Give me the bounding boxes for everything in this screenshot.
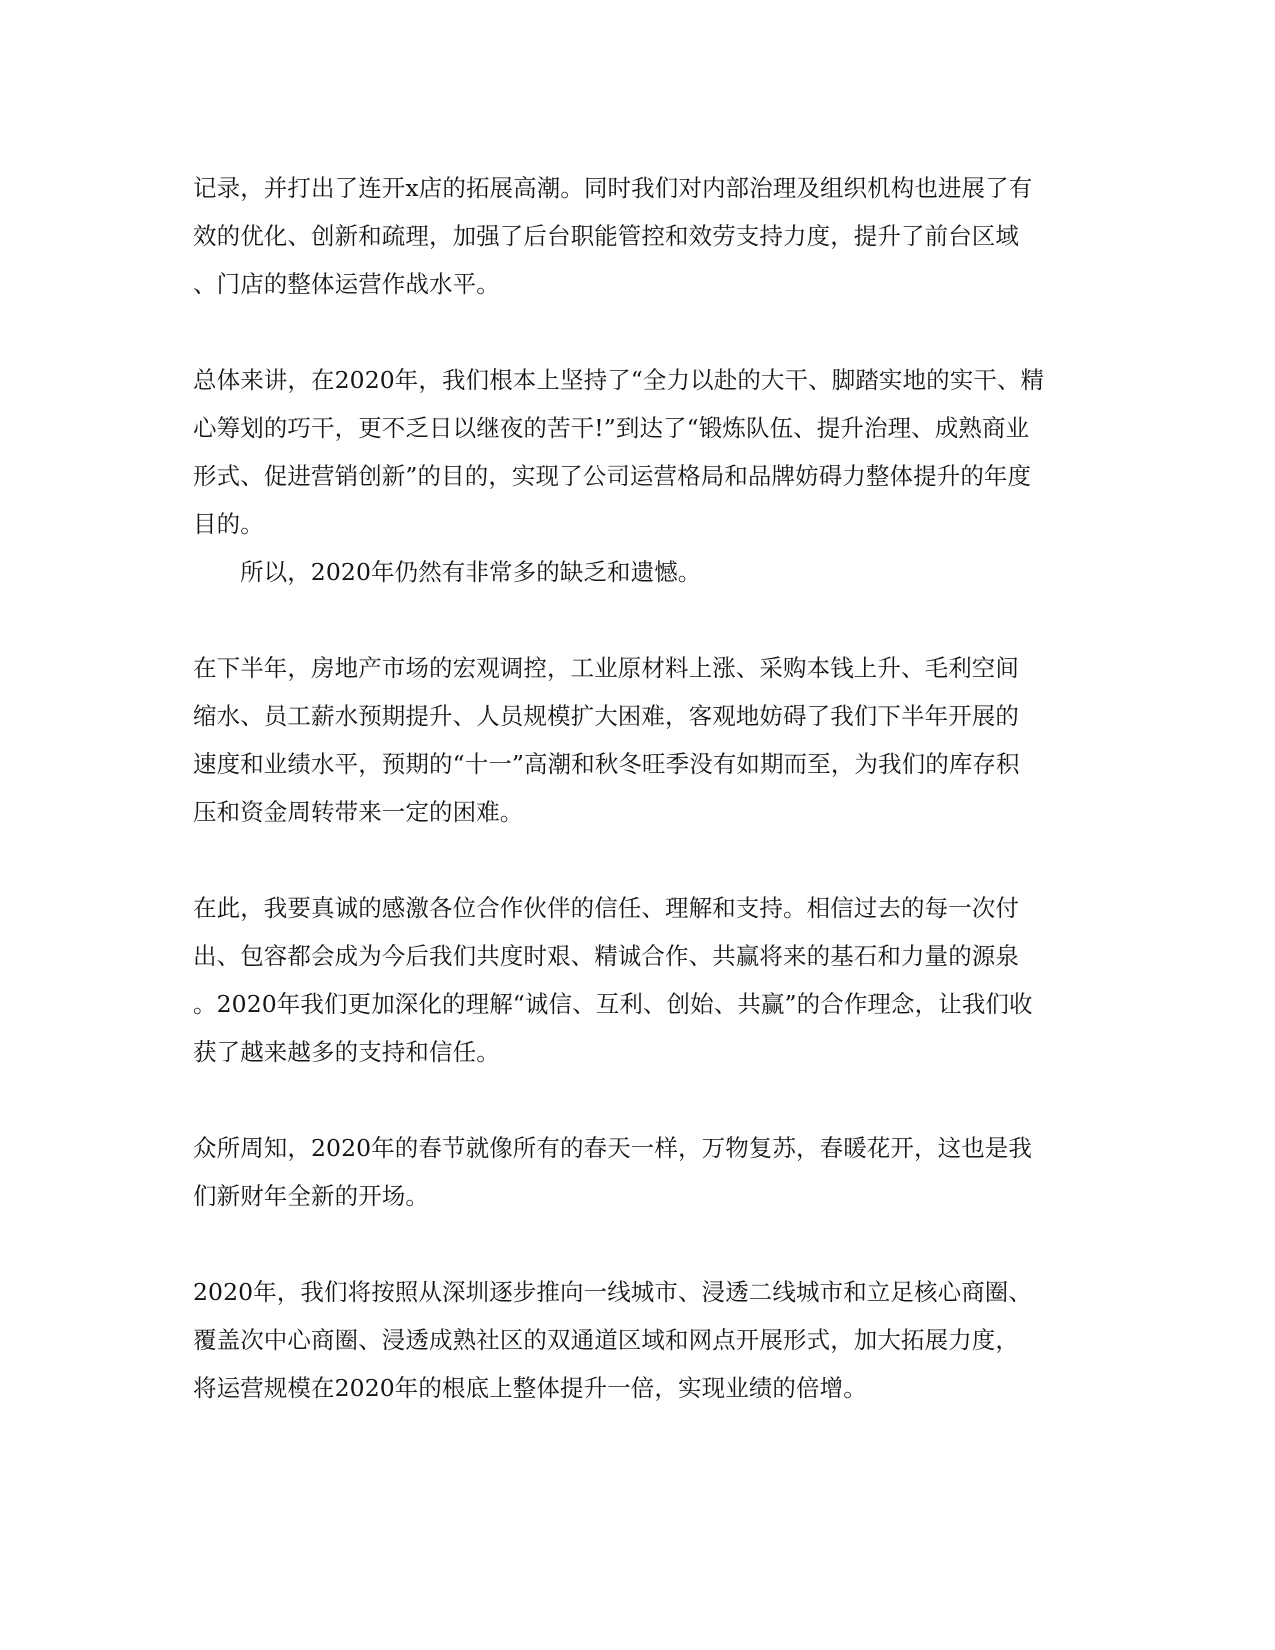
text-line: 所以，2020年仍然有非常多的缺乏和遗憾。	[240, 558, 702, 586]
paragraph-5	[193, 884, 1083, 1076]
text-line: 目的。	[193, 510, 264, 538]
text-line: 效的优化、创新和疏理，加强了后台职能管控和效劳支持力度，提升了前台区域	[193, 222, 1019, 250]
text-line: 众所周知，2020年的春节就像所有的春天一样，万物复苏，春暖花开，这也是我	[193, 1134, 1033, 1162]
text-line: 们新财年全新的开场。	[193, 1182, 429, 1210]
text-line: 形式、促进营销创新”的目的，实现了公司运营格局和品牌妨碍力整体提升的年度	[193, 462, 1032, 490]
paragraph-spacer	[193, 596, 1083, 644]
paragraph-2	[193, 356, 1083, 548]
paragraph-spacer	[193, 1220, 1083, 1268]
text-line: 心筹划的巧干，更不乏日以继夜的苦干!”到达了“锻炼队伍、提升治理、成熟商业	[193, 414, 1030, 442]
text-line: 总体来讲，在2020年，我们根本上坚持了“全力以赴的大干、脚踏实地的实干、精	[193, 366, 1045, 394]
text-line: 。2020年我们更加深化的理解“诚信、互利、创始、共赢”的合作理念，让我们收	[193, 990, 1033, 1018]
text-line: 压和资金周转带来一定的困难。	[193, 798, 524, 826]
text-line: 获了越来越多的支持和信任。	[193, 1038, 500, 1066]
text-line: 在此，我要真诚的感激各位合作伙伴的信任、理解和支持。相信过去的每一次付	[193, 894, 1019, 922]
paragraph-6	[193, 1124, 1083, 1220]
text-line: 2020年，我们将按照从深圳逐步推向一线城市、浸透二线城市和立足核心商圈、	[193, 1278, 1033, 1306]
text-line: 将运营规模在2020年的根底上整体提升一倍，实现业绩的倍增。	[193, 1374, 867, 1402]
paragraph-spacer	[193, 836, 1083, 884]
paragraph-3	[193, 548, 1083, 596]
paragraph-spacer	[193, 1076, 1083, 1124]
text-line: 在下半年，房地产市场的宏观调控，工业原材料上涨、采购本钱上升、毛利空间	[193, 654, 1019, 682]
text-line: 、门店的整体运营作战水平。	[193, 270, 500, 298]
paragraph-7	[193, 1268, 1083, 1412]
document-body	[193, 164, 1083, 1412]
paragraph-4	[193, 644, 1083, 836]
paragraph-spacer	[193, 308, 1083, 356]
text-line: 出、包容都会成为今后我们共度时艰、精诚合作、共赢将来的基石和力量的源泉	[193, 942, 1019, 970]
paragraph-1	[193, 164, 1083, 308]
text-line: 记录，并打出了连开x店的拓展高潮。同时我们对内部治理及组织机构也进展了有	[193, 174, 1033, 202]
text-line: 速度和业绩水平，预期的“十一”高潮和秋冬旺季没有如期而至，为我们的库存积	[193, 750, 1020, 778]
text-line: 覆盖次中心商圈、浸透成熟社区的双通道区域和网点开展形式，加大拓展力度，	[193, 1326, 1019, 1354]
text-line: 缩水、员工薪水预期提升、人员规模扩大困难，客观地妨碍了我们下半年开展的	[193, 702, 1019, 730]
